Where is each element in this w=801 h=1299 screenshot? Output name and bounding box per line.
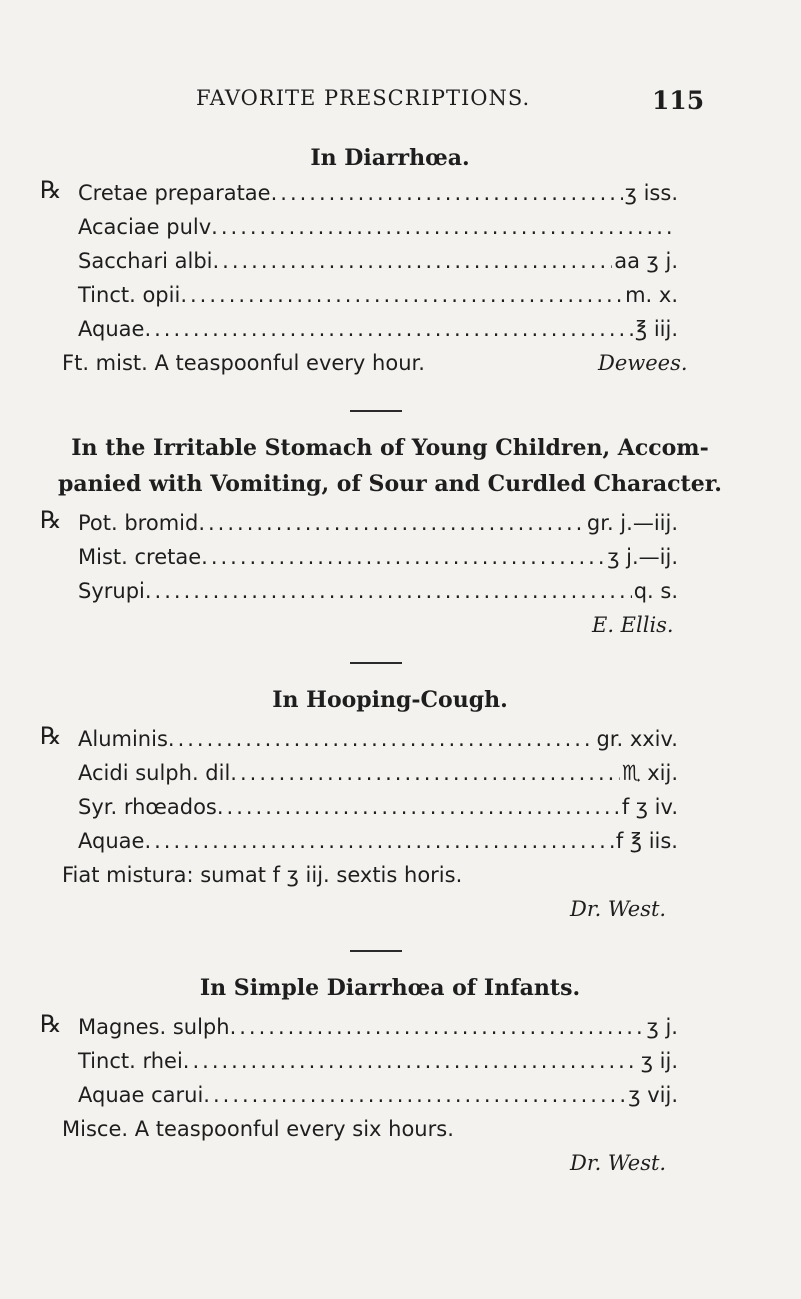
ingredient-line — [78, 210, 678, 244]
ingredient-qty: q. s. — [633, 579, 678, 603]
ingredient-qty: ʒ ij. — [640, 1049, 678, 1073]
ingredient-name: Acaciae pulv — [78, 215, 212, 239]
section-divider — [350, 410, 402, 412]
ingredient-qty: f ℥ iis. — [615, 829, 678, 853]
rx-symbol: ℞ — [40, 722, 62, 750]
author: Dr. West. — [570, 897, 667, 921]
ingredient-line — [78, 824, 678, 858]
rx-symbol: ℞ — [40, 1010, 62, 1038]
ingredient-line — [78, 506, 678, 540]
ingredient-name: Aquae carui — [78, 1083, 204, 1107]
ingredient-line — [78, 1078, 678, 1112]
ingredient-name: Magnes. sulph — [78, 1015, 230, 1039]
author: Dewees. — [598, 351, 688, 375]
ingredient-line — [78, 540, 678, 574]
ingredient-qty: ʒ j. — [646, 1015, 678, 1039]
ingredient-name: Syrupi — [78, 579, 145, 603]
rx-symbol: ℞ — [40, 506, 62, 534]
section-heading: In Diarrhœa. — [310, 145, 470, 171]
ingredient-line — [78, 574, 678, 608]
ingredient-qty: ʒ vij. — [628, 1083, 678, 1107]
directions: Ft. mist. A teaspoonful every hour. — [62, 351, 425, 375]
ingredient-qty — [676, 210, 678, 244]
author: E. Ellis. — [592, 613, 674, 637]
running-head — [0, 86, 801, 116]
ingredient-line — [78, 756, 678, 790]
ingredient-name: Pot. bromid — [78, 511, 199, 535]
ingredient-line — [78, 722, 678, 756]
ingredient-qty: gr. xxiv. — [596, 727, 678, 751]
ingredient-name: Sacchari albi — [78, 249, 213, 273]
section-divider — [350, 950, 402, 952]
ingredient-qty: ℥ iij. — [635, 317, 678, 341]
section-divider — [350, 662, 402, 664]
ingredient-name: Tinct. rhei — [78, 1049, 183, 1073]
ingredient-name: Aquae — [78, 317, 145, 341]
ingredient-name: Cretae preparatae — [78, 181, 271, 205]
ingredient-name: Mist. cretae — [78, 545, 202, 569]
running-title: FAVORITE PRESCRIPTIONS. — [196, 86, 531, 110]
ingredient-name: Aquae — [78, 829, 145, 853]
ingredient-name: Aluminis — [78, 727, 168, 751]
ingredient-name: Acidi sulph. dil — [78, 761, 231, 785]
ingredient-qty: gr. j.—iij. — [586, 511, 678, 535]
ingredient-qty: f ʒ iv. — [621, 795, 678, 819]
ingredient-qty: ʒ iss. — [624, 181, 678, 205]
ingredient-name: Tinct. opii — [78, 283, 181, 307]
ingredient-line — [78, 1010, 678, 1044]
section-heading: In Simple Diarrhœa of Infants. — [199, 975, 581, 1001]
ingredient-qty: m. x. — [625, 283, 678, 307]
section-heading: In Hooping-Cough. — [272, 687, 508, 713]
ingredient-name: Syr. rhœados — [78, 795, 217, 819]
ingredient-line — [78, 278, 678, 312]
ingredient-line — [78, 312, 678, 346]
author: Dr. West. — [570, 1151, 667, 1175]
ingredient-line — [78, 790, 678, 824]
rx-symbol: ℞ — [40, 176, 62, 204]
ingredient-line — [78, 1044, 678, 1078]
page-number: 115 — [652, 86, 705, 115]
section-heading-line1: In the Irritable Stomach of Young Children, Accom- — [71, 435, 709, 461]
ingredient-line — [78, 244, 678, 278]
section-heading-line2: panied with Vomiting, of Sour and Curdled Character. — [58, 471, 722, 497]
ingredient-qty: aa ʒ j. — [614, 249, 678, 273]
directions: Misce. A teaspoonful every six hours. — [62, 1117, 454, 1141]
ingredient-qty: ♏ xij. — [621, 761, 678, 785]
ingredient-line — [78, 176, 678, 210]
directions: Fiat mistura: sumat f ʒ iij. sextis horis. — [62, 863, 463, 887]
ingredient-qty: ʒ j.—ij. — [607, 545, 678, 569]
